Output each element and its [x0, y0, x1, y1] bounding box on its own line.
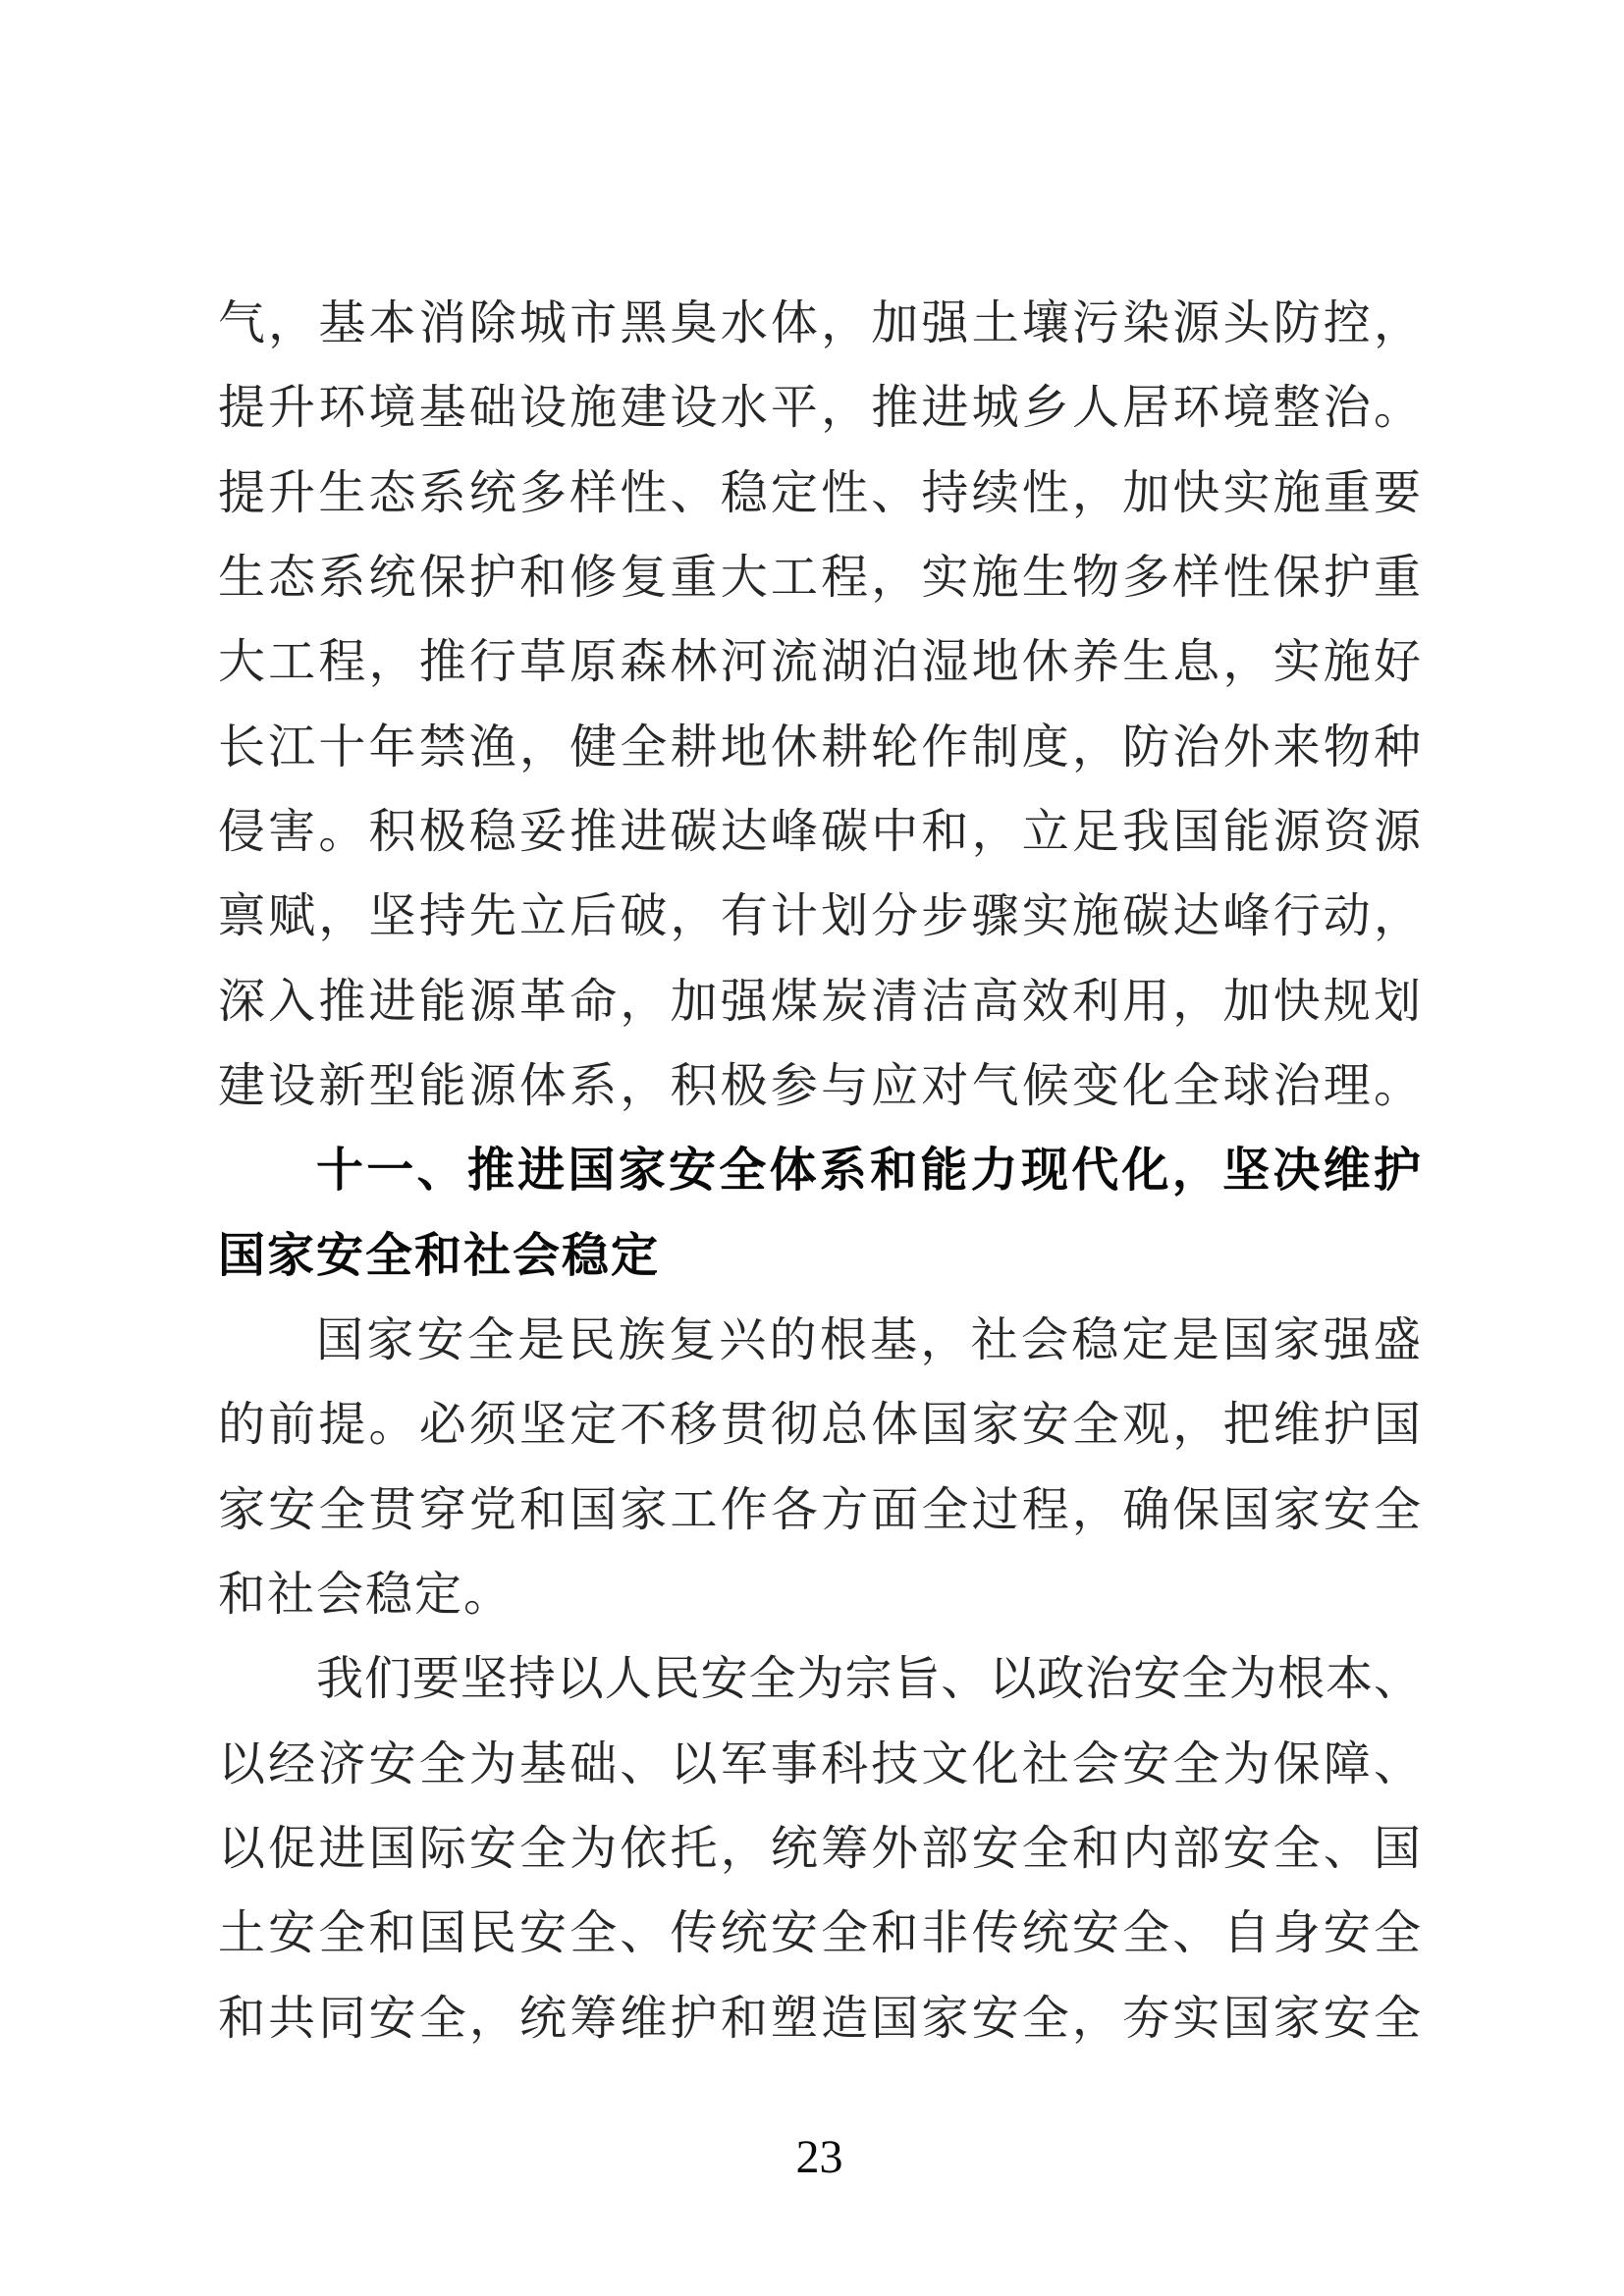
text-line: 以 促 进 国 际 安 全 为 依 托 ， 统 筹 外 部 安 全 和 内 部 安 全 、 国	[218, 1822, 1421, 1875]
text-line: 的 前 提 。 必 须 坚 定 不 移 贯 彻 总 体 国 家 安 全 观 ， 把 维 护 国	[218, 1399, 1421, 1452]
text-line: 家 安 全 贯 穿 党 和 国 家 工 作 各 方 面 全 过 程 ， 确 保 国 家 安 全	[218, 1483, 1421, 1536]
text-line: 和社会稳定。	[218, 1568, 514, 1621]
text-line: 国 家 安 全 是 民 族 复 兴 的 根 基 ， 社 会 稳 定 是 国 家 强 盛	[316, 1313, 1421, 1366]
text-line: 生 态 系 统 保 护 和 修 复 重 大 工 程 ， 实 施 生 物 多 样 性 保 护 重	[218, 551, 1421, 604]
text-line: 大 工 程 ， 推 行 草 原 森 林 河 流 湖 泊 湿 地 休 养 生 息 ， 实 施 好	[218, 636, 1421, 689]
text-line: 我 们 要 坚 持 以 人 民 安 全 为 宗 旨 、 以 政 治 安 全 为 根 本 、	[316, 1653, 1421, 1706]
heading-line: 十 一 、 推 进 国 家 安 全 体 系 和 能 力 现 代 化 ， 坚 决 维 护	[316, 1145, 1421, 1198]
text-block	[218, 297, 1421, 2077]
text-line: 提 升 环 境 基 础 设 施 建 设 水 平 ， 推 进 城 乡 人 居 环 境 整 治 。	[218, 382, 1421, 435]
text-line: 侵 害 。 积 极 稳 妥 推 进 碳 达 峰 碳 中 和 ， 立 足 我 国 能 源 资 源	[218, 805, 1421, 858]
text-line: 提 升 生 态 系 统 多 样 性 、 稳 定 性 、 持 续 性 ， 加 快 实 施 重 要	[218, 466, 1421, 519]
page-number: 23	[795, 2131, 843, 2183]
text-line: 建 设 新 型 能 源 体 系 ， 积 极 参 与 应 对 气 候 变 化 全 球 治 理 。	[218, 1059, 1421, 1112]
text-line: 土 安 全 和 国 民 安 全 、 传 统 安 全 和 非 传 统 安 全 、 自 身 安 全	[218, 1907, 1421, 1960]
text-line: 长 江 十 年 禁 渔 ， 健 全 耕 地 休 耕 轮 作 制 度 ， 防 治 外 来 物 种	[218, 721, 1421, 774]
heading-line: 国家安全和社会稳定	[218, 1229, 661, 1282]
text-line: 气 ， 基 本 消 除 城 市 黑 臭 水 体 ， 加 强 土 壤 污 染 源 头 防 控 ，	[218, 297, 1421, 349]
text-line: 深 入 推 进 能 源 革 命 ， 加 强 煤 炭 清 洁 高 效 利 用 ， 加 快 规 划	[218, 975, 1421, 1028]
text-line: 以 经 济 安 全 为 基 础 、 以 军 事 科 技 文 化 社 会 安 全 为 保 障 、	[218, 1737, 1421, 1790]
text-line: 和 共 同 安 全 ， 统 筹 维 护 和 塑 造 国 家 安 全 ， 夯 实 国 家 安 全	[218, 1992, 1421, 2045]
text-line: 禀 赋 ， 坚 持 先 立 后 破 ， 有 计 划 分 步 骤 实 施 碳 达 峰 行 动 ，	[218, 890, 1421, 943]
